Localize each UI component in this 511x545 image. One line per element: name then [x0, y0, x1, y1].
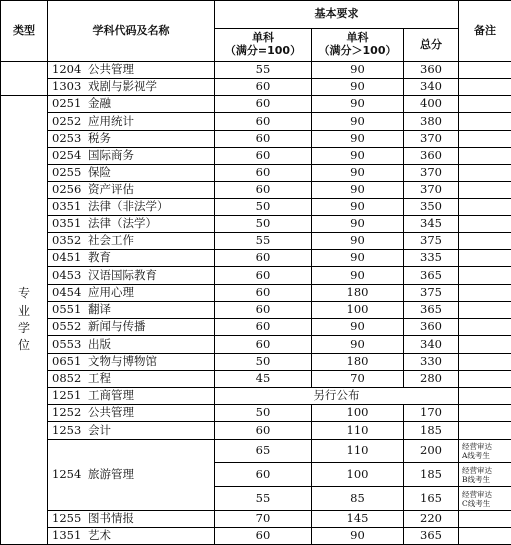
row-0252-single-100: 60 — [214, 112, 312, 131]
row-1204-single-gt100: 90 — [311, 61, 404, 79]
row-1255-total: 220 — [403, 510, 459, 528]
subject-name: 艺术 — [88, 528, 111, 543]
row-0351-total: 345 — [403, 215, 459, 233]
row-1254-tier-2-note: 经营审达 B线考生 — [458, 462, 511, 487]
row-0352-remarks — [458, 232, 511, 250]
row-0451-remarks — [458, 249, 511, 267]
row-0651-single-gt100: 180 — [311, 353, 404, 371]
row-0651-single-100: 50 — [214, 353, 312, 371]
header-remarks: 备注 — [458, 0, 511, 62]
row-0252-remarks — [458, 112, 511, 131]
subject-name: 社会工作 — [88, 233, 134, 248]
subject-name: 工程 — [88, 371, 111, 386]
row-0253-single-100: 60 — [214, 130, 312, 148]
row-1351-remarks — [458, 527, 511, 545]
row-0352-single-100: 55 — [214, 232, 312, 250]
row-1251-subject — [47, 387, 215, 405]
row-0351-subject — [47, 215, 215, 233]
row-0251-single-100: 60 — [214, 95, 312, 113]
row-0351-remarks — [458, 198, 511, 216]
row-1351-single-gt100: 90 — [311, 527, 404, 545]
row-1303-remarks — [458, 78, 511, 96]
row-0252-single-gt100: 90 — [311, 112, 404, 131]
subject-code: 0454 — [52, 285, 82, 300]
row-0852-total: 280 — [403, 370, 459, 388]
row-1254-tier-3-note: 经营审达 C线考生 — [458, 486, 511, 511]
row-0255-subject — [47, 164, 215, 182]
row-0251-total: 400 — [403, 95, 459, 113]
row-0454-subject — [47, 284, 215, 302]
row-1251-announce: 另行公布 — [214, 387, 459, 405]
subject-code: 0253 — [52, 131, 82, 146]
row-1254-tier-2-single-100: 60 — [214, 462, 312, 487]
subject-code: 0451 — [52, 250, 82, 265]
row-0852-single-100: 45 — [214, 370, 312, 388]
row-1253-single-gt100: 110 — [311, 421, 404, 440]
row-1254-tier-1-single-100: 65 — [214, 439, 312, 463]
row-0351-subject — [47, 198, 215, 216]
subject-code: 0553 — [52, 336, 82, 351]
subject-code: 0551 — [52, 302, 82, 317]
row-0254-subject — [47, 147, 215, 165]
row-1303-total: 340 — [403, 78, 459, 96]
header-total: 总分 — [403, 28, 459, 62]
subject-code: 0552 — [52, 319, 82, 334]
row-1254-tier-3-total: 165 — [403, 486, 459, 511]
row-1252-single-100: 50 — [214, 404, 312, 422]
row-0255-single-gt100: 90 — [311, 164, 404, 182]
row-1254-subject — [47, 439, 215, 511]
row-0251-subject — [47, 95, 215, 113]
row-0351-single-gt100: 90 — [311, 215, 404, 233]
subject-code: 0852 — [52, 371, 82, 386]
subject-name: 法律（非法学） — [88, 199, 169, 214]
row-0351-remarks — [458, 215, 511, 233]
subject-code: 1251 — [52, 388, 82, 403]
row-0852-subject — [47, 370, 215, 388]
subject-code: 0351 — [52, 216, 82, 231]
subject-name: 会计 — [88, 422, 111, 437]
row-0253-single-gt100: 90 — [311, 130, 404, 148]
row-1351-total: 365 — [403, 527, 459, 545]
row-0552-total: 360 — [403, 318, 459, 336]
row-0553-single-gt100: 90 — [311, 335, 404, 354]
row-0552-remarks — [458, 318, 511, 336]
header-subject: 学科代码及名称 — [47, 0, 215, 62]
row-1251-remarks — [458, 387, 511, 405]
row-0553-remarks — [458, 335, 511, 354]
subject-name: 工商管理 — [88, 388, 134, 403]
row-0253-subject — [47, 130, 215, 148]
subject-name: 公共管理 — [88, 405, 134, 420]
row-1204-remarks — [458, 61, 511, 79]
row-1303-subject — [47, 78, 215, 96]
row-1351-single-100: 60 — [214, 527, 312, 545]
subject-code: 0351 — [52, 199, 82, 214]
row-1255-single-100: 70 — [214, 510, 312, 528]
row-0453-remarks — [458, 266, 511, 285]
row-0256-single-100: 60 — [214, 181, 312, 199]
row-0254-total: 360 — [403, 147, 459, 165]
row-0254-single-100: 60 — [214, 147, 312, 165]
row-1252-remarks — [458, 404, 511, 422]
subject-code: 1252 — [52, 405, 82, 420]
subject-name: 法律（法学） — [88, 216, 157, 231]
row-1351-subject — [47, 527, 215, 545]
subject-name: 税务 — [88, 131, 111, 146]
row-0351-total: 350 — [403, 198, 459, 216]
row-0351-single-100: 50 — [214, 198, 312, 216]
row-0651-total: 330 — [403, 353, 459, 371]
row-1254-tier-1-note: 经营审达 A线考生 — [458, 439, 511, 463]
subject-code: 1253 — [52, 422, 82, 437]
subject-name: 旅游管理 — [88, 467, 134, 482]
type-cell-professional: 专 业 学 位 — [0, 95, 48, 545]
row-0351-single-gt100: 90 — [311, 198, 404, 216]
row-0254-remarks — [458, 147, 511, 165]
header-single-100: 单科 （满分=100） — [214, 28, 312, 62]
row-0852-single-gt100: 70 — [311, 370, 404, 388]
row-0454-remarks — [458, 284, 511, 302]
subject-name: 文物与博物馆 — [88, 354, 157, 369]
subject-name: 教育 — [88, 250, 111, 265]
row-0351-single-100: 50 — [214, 215, 312, 233]
row-0251-single-gt100: 90 — [311, 95, 404, 113]
row-1254-tier-3-single-100: 55 — [214, 486, 312, 511]
subject-name: 新闻与传播 — [88, 319, 146, 334]
header-basic-requirements: 基本要求 — [214, 0, 459, 29]
subject-code: 1254 — [52, 467, 82, 482]
row-0651-subject — [47, 353, 215, 371]
row-0551-single-gt100: 100 — [311, 301, 404, 319]
row-0453-total: 365 — [403, 266, 459, 285]
subject-code: 0453 — [52, 267, 82, 282]
subject-name: 金融 — [88, 96, 111, 111]
subject-code: 1303 — [52, 79, 82, 94]
header-type: 类型 — [0, 0, 48, 62]
row-1254-tier-1-total: 200 — [403, 439, 459, 463]
row-0352-single-gt100: 90 — [311, 232, 404, 250]
row-0552-single-100: 60 — [214, 318, 312, 336]
row-0251-remarks — [458, 95, 511, 113]
row-0454-single-100: 60 — [214, 284, 312, 302]
row-0453-single-gt100: 90 — [311, 266, 404, 285]
row-0454-single-gt100: 180 — [311, 284, 404, 302]
row-0553-subject — [47, 335, 215, 354]
row-1303-single-100: 60 — [214, 78, 312, 96]
subject-name: 保险 — [88, 165, 111, 180]
row-0352-subject — [47, 232, 215, 250]
row-0454-total: 375 — [403, 284, 459, 302]
row-1252-subject — [47, 404, 215, 422]
row-0451-subject — [47, 249, 215, 267]
row-0453-single-100: 60 — [214, 266, 312, 285]
row-1254-tier-2-total: 185 — [403, 462, 459, 487]
subject-name: 出版 — [88, 336, 111, 351]
subject-code: 1204 — [52, 62, 82, 77]
row-0252-subject — [47, 112, 215, 131]
row-0256-single-gt100: 90 — [311, 181, 404, 199]
subject-name: 翻译 — [88, 302, 111, 317]
row-1254-tier-2-single-gt100: 100 — [311, 462, 404, 487]
row-0552-single-gt100: 90 — [311, 318, 404, 336]
row-0852-remarks — [458, 370, 511, 388]
row-0352-total: 375 — [403, 232, 459, 250]
row-1253-subject — [47, 421, 215, 440]
subject-name: 应用心理 — [88, 285, 134, 300]
row-1255-remarks — [458, 510, 511, 528]
row-0552-subject — [47, 318, 215, 336]
row-1253-remarks — [458, 421, 511, 440]
subject-code: 0255 — [52, 165, 82, 180]
row-0451-total: 335 — [403, 249, 459, 267]
row-1254-tier-3-single-gt100: 85 — [311, 486, 404, 511]
row-0256-subject — [47, 181, 215, 199]
row-0451-single-100: 60 — [214, 249, 312, 267]
row-0553-single-100: 60 — [214, 335, 312, 354]
row-0253-total: 370 — [403, 130, 459, 148]
row-0255-total: 370 — [403, 164, 459, 182]
subject-name: 汉语国际教育 — [88, 267, 157, 282]
row-1254-tier-1-single-gt100: 110 — [311, 439, 404, 463]
row-0252-total: 380 — [403, 112, 459, 131]
type-cell-upper — [0, 61, 48, 96]
subject-code: 1351 — [52, 528, 82, 543]
row-0255-remarks — [458, 164, 511, 182]
subject-name: 资产评估 — [88, 182, 134, 197]
row-1204-single-100: 55 — [214, 61, 312, 79]
row-1252-total: 170 — [403, 404, 459, 422]
row-0256-total: 370 — [403, 181, 459, 199]
row-1252-single-gt100: 100 — [311, 404, 404, 422]
subject-name: 公共管理 — [88, 62, 134, 77]
row-0256-remarks — [458, 181, 511, 199]
row-1303-single-gt100: 90 — [311, 78, 404, 96]
row-1204-total: 360 — [403, 61, 459, 79]
subject-code: 1255 — [52, 511, 82, 526]
subject-code: 0651 — [52, 354, 82, 369]
subject-code: 0252 — [52, 113, 82, 128]
row-1204-subject — [47, 61, 215, 79]
subject-name: 应用统计 — [88, 113, 134, 128]
subject-code: 0254 — [52, 148, 82, 163]
row-1255-single-gt100: 145 — [311, 510, 404, 528]
subject-code: 0251 — [52, 96, 82, 111]
row-1253-total: 185 — [403, 421, 459, 440]
row-1253-single-100: 60 — [214, 421, 312, 440]
subject-code: 0256 — [52, 182, 82, 197]
subject-name: 戏剧与影视学 — [88, 79, 157, 94]
row-0553-total: 340 — [403, 335, 459, 354]
row-0254-single-gt100: 90 — [311, 147, 404, 165]
row-0453-subject — [47, 266, 215, 285]
subject-code: 0352 — [52, 233, 82, 248]
row-0651-remarks — [458, 353, 511, 371]
row-0253-remarks — [458, 130, 511, 148]
subject-name: 国际商务 — [88, 148, 134, 163]
header-single-gt100: 单科 （满分＞100） — [311, 28, 404, 62]
row-0551-remarks — [458, 301, 511, 319]
row-0551-total: 365 — [403, 301, 459, 319]
row-0551-subject — [47, 301, 215, 319]
row-1255-subject — [47, 510, 215, 528]
row-0451-single-gt100: 90 — [311, 249, 404, 267]
row-0551-single-100: 60 — [214, 301, 312, 319]
subject-name: 图书情报 — [88, 511, 134, 526]
row-0255-single-100: 60 — [214, 164, 312, 182]
